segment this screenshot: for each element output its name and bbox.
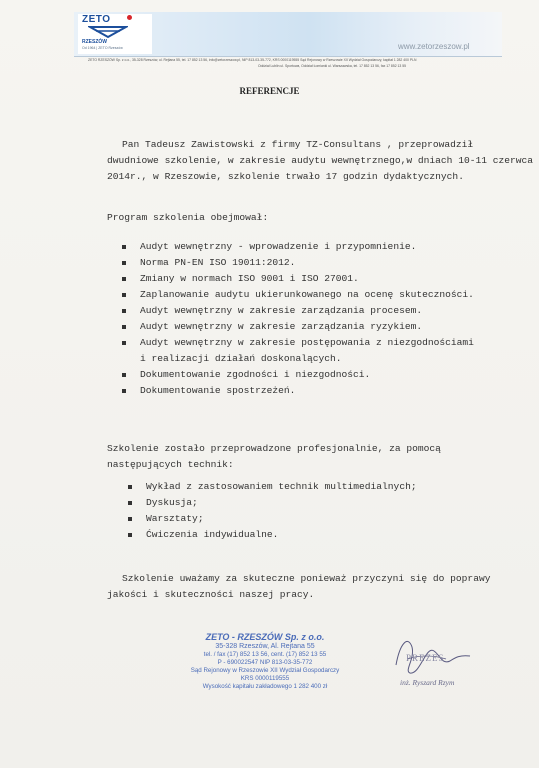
program-item [122, 271, 474, 287]
closing-line-1: Szkolenie uważamy za skuteczne ponieważ przyczyni się do poprawy [122, 573, 491, 584]
website-link[interactable]: www.zetorzeszow.pl [398, 42, 470, 51]
methods-list [128, 479, 417, 543]
program-item [122, 367, 474, 383]
logo-red-dot [127, 15, 132, 20]
methods-line-1: Szkolenie zostało przeprowadzone profesjonalnie, za pomocą [107, 443, 441, 454]
stamp-address: 35-328 Rzeszów, Al. Rejtana 55 [215, 643, 315, 650]
stamp-krs: KRS 0000119555 [240, 675, 290, 682]
program-heading: Program szkolenia obejmował: [107, 212, 269, 223]
program-item [122, 319, 474, 335]
intro-line-3: 2014r., w Rzeszowie, szkolenie trwało 17 godzin dydaktycznych. [107, 171, 464, 182]
program-item-text: Norma PN-EN ISO 19011:2012. [140, 257, 296, 268]
program-item-text: Dokumentowanie spostrzeżeń. [140, 385, 296, 396]
program-item [122, 383, 474, 399]
bullet-icon [122, 341, 126, 345]
bullet-icon [128, 501, 132, 505]
signatory-name: inż. Ryszard Rzym [400, 678, 455, 687]
bullet-icon [122, 245, 126, 249]
registry-line-1: ZETO RZESZÓW Sp. z o.o., 35-328 Rzeszów, ul. Rejtana 55, tel. 17 852 13 56, info@zetorzeszow.pl, NIP 813-03-35-772, KRS 0000119555 Sąd Rejonowy w Rzeszowie XII Wydział Gospodarczy, kapitał 1 282 400 PLN [88, 58, 417, 62]
intro-line-2: dwudniowe szkolenie, w zakresie audytu wewnętrznego,w dniach 10-11 czerwca [107, 155, 534, 166]
program-item-text: Zaplanowanie audytu ukierunkowanego na ocenę skuteczności. [140, 289, 474, 300]
program-item-text: Audyt wewnętrzny w zakresie postępowania z niezgodnościami [140, 337, 474, 348]
bullet-icon [122, 277, 126, 281]
stamp-capital: Wysokość kapitału zakładowego 1 282 400 zł [202, 683, 328, 690]
company-stamp [190, 632, 340, 691]
program-item [122, 255, 474, 271]
program-item [122, 303, 474, 319]
program-item-text: Dokumentowanie zgodności i niezgodności. [140, 369, 371, 380]
program-item [122, 239, 474, 255]
registry-line-2: Oddział Lublin ul. Sportowa, Oddział Łomianki ul. Warszawska, tel. 17 852 13 56, fax 17 852 13 55 [258, 64, 407, 68]
bullet-icon [122, 325, 126, 329]
program-list [122, 239, 474, 399]
stamp-phone: tel. / fax (17) 852 13 56, cent. (17) 852 13 55 [203, 651, 327, 658]
methods-item-text: Wykład z zastosowaniem technik multimedialnych; [146, 481, 417, 492]
bullet-icon [122, 293, 126, 297]
methods-item-text: Ćwiczenia indywidualne. [146, 529, 279, 540]
methods-item-text: Dyskusja; [146, 497, 198, 508]
program-item-text: Audyt wewnętrzny w zakresie zarządzania procesem. [140, 305, 423, 316]
stamp-name: ZETO - RZESZÓW Sp. z o.o. [205, 632, 325, 642]
bullet-icon [122, 373, 126, 377]
logo-mark-icon [88, 25, 128, 39]
program-item [122, 287, 474, 303]
methods-item-text: Warsztaty; [146, 513, 204, 524]
logo-word: ZETO [82, 14, 111, 25]
methods-item [128, 495, 417, 511]
bullet-icon [122, 389, 126, 393]
program-item-text: i realizacji działań doskonalących. [140, 353, 342, 364]
handwritten-signature [390, 625, 480, 680]
bullet-icon [128, 517, 132, 521]
program-item-text: Audyt wewnętrzny w zakresie zarządzania ryzykiem. [140, 321, 423, 332]
stamp-ids: P - 690022547 NIP 813-03-35-772 [217, 659, 313, 666]
intro-line-1: Pan Tadeusz Zawistowski z firmy TZ-Consultans , przeprowadził [122, 139, 474, 150]
closing-line-2: jakości i skuteczności naszej pracy. [107, 589, 315, 600]
bullet-icon [128, 533, 132, 537]
program-item [122, 335, 474, 367]
program-item-text: Audyt wewnętrzny - wprowadzenie i przypomnienie. [140, 241, 417, 252]
methods-line-2: następujących technik: [107, 459, 234, 470]
svg-text:PREZES: PREZES [406, 653, 445, 663]
methods-item [128, 479, 417, 495]
methods-item [128, 511, 417, 527]
bullet-icon [128, 485, 132, 489]
bullet-icon [122, 261, 126, 265]
bullet-icon [122, 309, 126, 313]
program-item-text: Zmiany w normach ISO 9001 i ISO 27001. [140, 273, 359, 284]
document-title: REFERENCJE [239, 86, 300, 96]
methods-item [128, 527, 417, 543]
logo-tagline: Od 1964 | ZETO Rzeszów [82, 46, 123, 50]
logo-subtitle: RZESZÓW [82, 39, 107, 45]
stamp-court: Sąd Rejonowy w Rzeszowie XII Wydział Gospodarczy [190, 667, 340, 674]
